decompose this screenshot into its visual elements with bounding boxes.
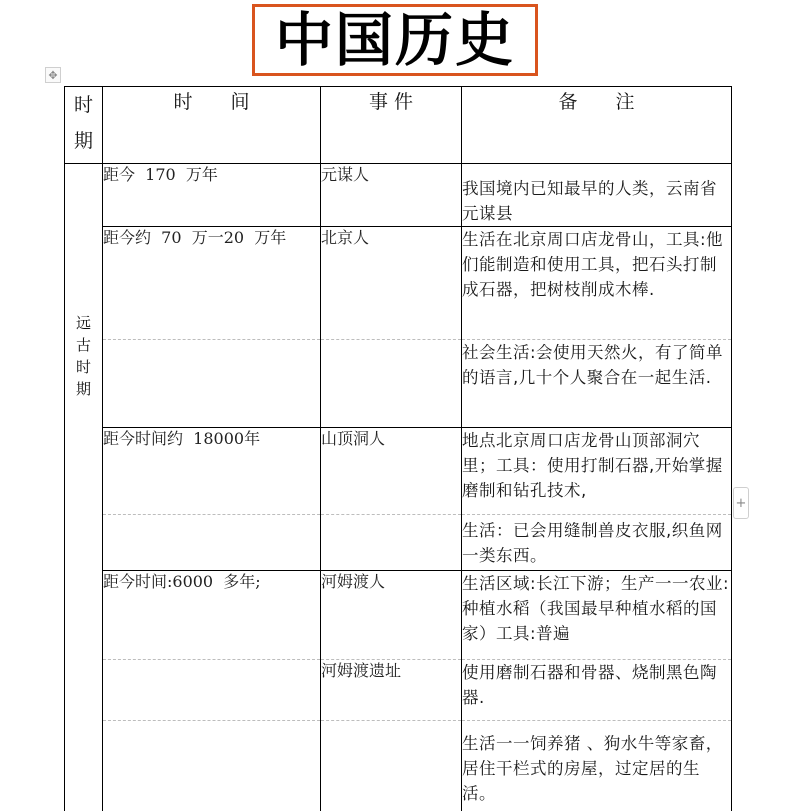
note-cell[interactable]: 地点北京周口店龙骨山顶部洞穴里；工具：使用打制石器,开始掌握磨制和钻孔技术, (462, 428, 732, 515)
header-row (65, 87, 732, 164)
move-icon: ✥ (48, 68, 58, 82)
history-table (64, 86, 732, 811)
event-cell[interactable]: 元谋人 (321, 164, 462, 227)
document-title-box (252, 4, 538, 76)
time-cell[interactable] (103, 721, 321, 811)
period-label: 远古时期 (75, 314, 91, 398)
note-cell[interactable]: 生活：已会用缝制兽皮衣服,织鱼网一类东西。 (462, 515, 732, 571)
time-cell[interactable] (103, 340, 321, 428)
note-cell[interactable]: 生活区域:长江下游；生产一一农业:种植水稻（我国最早种植水稻的国家）工具:普遍 (462, 571, 732, 660)
event-cell[interactable]: 河姆渡人 (321, 571, 462, 660)
table-row (65, 164, 732, 227)
event-cell[interactable] (321, 340, 462, 428)
event-cell[interactable]: 山顶洞人 (321, 428, 462, 515)
event-cell[interactable] (321, 721, 462, 811)
time-cell[interactable]: 距今 170 万年 (103, 164, 321, 227)
header-event: 事 件 (321, 87, 462, 164)
table-row (65, 571, 732, 660)
table-row (65, 428, 732, 515)
time-cell[interactable]: 距今时间约 18000年 (103, 428, 321, 515)
header-time: 时 间 (103, 87, 321, 164)
table-row (65, 721, 732, 811)
event-cell[interactable] (321, 515, 462, 571)
document-title: 中国历史 (274, 6, 515, 74)
event-cell[interactable]: 河姆渡遗址 (321, 660, 462, 721)
note-cell[interactable]: 社会生活:会使用天然火，有了简单的语言,几十个人聚合在一起生活. (462, 340, 732, 428)
time-cell[interactable]: 距今约 70 万一20 万年 (103, 227, 321, 340)
table-row (65, 340, 732, 428)
note-cell[interactable]: 使用磨制石器和骨器、烧制黑色陶器. (462, 660, 732, 721)
period-cell (65, 164, 103, 811)
time-cell[interactable]: 距今时间:6000 多年; (103, 571, 321, 660)
table-row (65, 515, 732, 571)
add-column-button[interactable] (733, 487, 749, 519)
event-cell[interactable]: 北京人 (321, 227, 462, 340)
table-move-handle[interactable] (45, 67, 61, 83)
header-period: 时期 (65, 87, 103, 164)
table-row (65, 660, 732, 721)
time-cell[interactable] (103, 660, 321, 721)
header-note: 备 注 (462, 87, 732, 164)
note-cell[interactable]: 我国境内已知最早的人类，云南省元谋县 (462, 164, 732, 227)
plus-icon: + (735, 495, 747, 511)
note-cell[interactable]: 生活在北京周口店龙骨山，工具:他们能制造和使用工具，把石头打制成石器，把树枝削成木棒. (462, 227, 732, 340)
note-cell[interactable]: 生活一一饲养猪 、狗水牛等家畜，居住干栏式的房屋，过定居的生活。 (462, 721, 732, 811)
time-cell[interactable] (103, 515, 321, 571)
table-row (65, 227, 732, 340)
